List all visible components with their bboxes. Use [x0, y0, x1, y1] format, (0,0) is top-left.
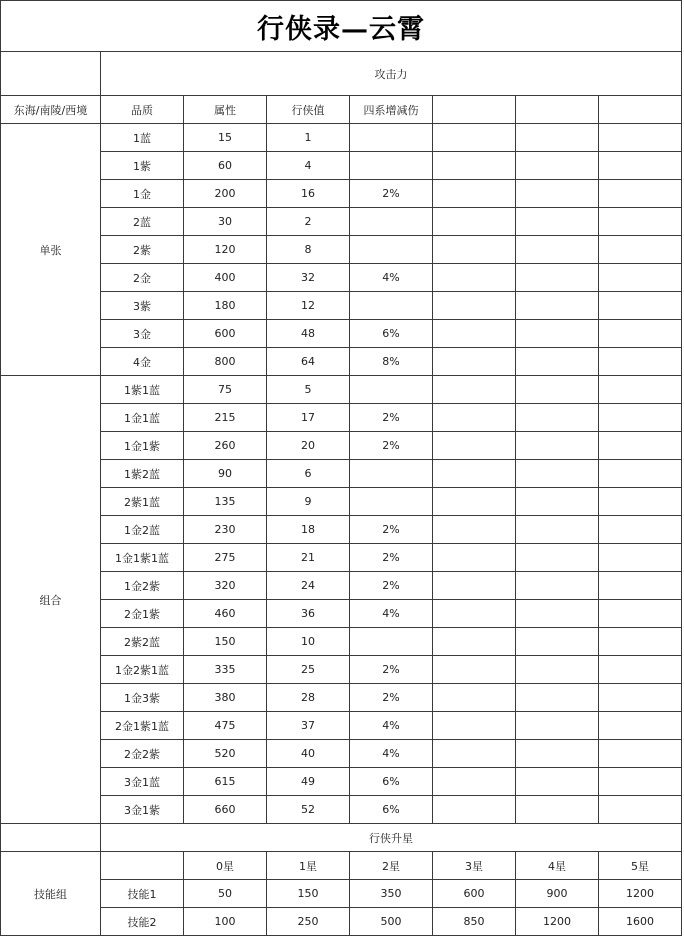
- skill-value[interactable]: 850: [433, 908, 516, 936]
- attr-cell[interactable]: 475: [184, 712, 267, 740]
- dmg-cell[interactable]: [350, 152, 433, 180]
- dmg-cell[interactable]: [350, 488, 433, 516]
- dmg-cell[interactable]: 4%: [350, 264, 433, 292]
- attr-cell[interactable]: 380: [184, 684, 267, 712]
- table-row: [1, 516, 682, 544]
- empty-cell[interactable]: [516, 208, 599, 236]
- quality-cell[interactable]: 4金: [101, 348, 184, 376]
- value-cell[interactable]: 49: [267, 768, 350, 796]
- page-title[interactable]: 行侠录—云霄: [1, 1, 682, 52]
- attr-cell[interactable]: 120: [184, 236, 267, 264]
- attr-cell[interactable]: 660: [184, 796, 267, 824]
- col-header-value[interactable]: 行侠值: [267, 96, 350, 124]
- attr-cell[interactable]: 275: [184, 544, 267, 572]
- empty-cell[interactable]: [433, 544, 516, 572]
- value-cell[interactable]: 4: [267, 152, 350, 180]
- combo-group-label[interactable]: 组合: [1, 376, 101, 824]
- quality-cell[interactable]: 1金: [101, 180, 184, 208]
- quality-cell[interactable]: 1金1紫1蓝: [101, 544, 184, 572]
- quality-cell[interactable]: 1金1紫: [101, 432, 184, 460]
- quality-cell[interactable]: 1金2紫1蓝: [101, 656, 184, 684]
- quality-cell[interactable]: 2金2紫: [101, 740, 184, 768]
- table-row: [1, 52, 682, 96]
- table-row: [1, 600, 682, 628]
- quality-cell[interactable]: 3紫: [101, 292, 184, 320]
- attr-cell[interactable]: 615: [184, 768, 267, 796]
- empty-cell[interactable]: [599, 152, 682, 180]
- single-group-label[interactable]: 单张: [1, 124, 101, 376]
- value-cell[interactable]: 40: [267, 740, 350, 768]
- quality-cell[interactable]: 1紫2蓝: [101, 460, 184, 488]
- quality-cell[interactable]: 2紫2蓝: [101, 628, 184, 656]
- star-section-header[interactable]: 行侠升星: [101, 824, 682, 852]
- empty-cell[interactable]: [516, 152, 599, 180]
- skill-value[interactable]: 1200: [516, 908, 599, 936]
- empty-cell[interactable]: [599, 544, 682, 572]
- value-cell[interactable]: 2: [267, 208, 350, 236]
- quality-cell[interactable]: 3金1蓝: [101, 768, 184, 796]
- quality-cell[interactable]: 1紫: [101, 152, 184, 180]
- table-row: [1, 96, 682, 124]
- empty-cell[interactable]: [599, 404, 682, 432]
- empty-cell[interactable]: [516, 628, 599, 656]
- dmg-cell[interactable]: 4%: [350, 740, 433, 768]
- table-row: [1, 628, 682, 656]
- skill-value[interactable]: 1200: [599, 880, 682, 908]
- empty-cell[interactable]: [599, 600, 682, 628]
- empty-cell[interactable]: [516, 320, 599, 348]
- attr-cell[interactable]: 400: [184, 264, 267, 292]
- empty-cell[interactable]: [433, 488, 516, 516]
- attr-cell[interactable]: 800: [184, 348, 267, 376]
- attr-cell[interactable]: 335: [184, 656, 267, 684]
- quality-cell[interactable]: 1金1蓝: [101, 404, 184, 432]
- attr-cell[interactable]: 230: [184, 516, 267, 544]
- dmg-cell[interactable]: 2%: [350, 404, 433, 432]
- value-cell[interactable]: 52: [267, 796, 350, 824]
- value-cell[interactable]: 10: [267, 628, 350, 656]
- empty-cell[interactable]: [433, 796, 516, 824]
- value-cell[interactable]: 20: [267, 432, 350, 460]
- table-row: [1, 460, 682, 488]
- empty-cell[interactable]: [599, 376, 682, 404]
- table-row: [1, 236, 682, 264]
- empty-cell[interactable]: [599, 488, 682, 516]
- attr-cell[interactable]: 520: [184, 740, 267, 768]
- table-row: [1, 180, 682, 208]
- dmg-cell[interactable]: 6%: [350, 320, 433, 348]
- skill-value[interactable]: 350: [350, 880, 433, 908]
- empty-cell[interactable]: [516, 236, 599, 264]
- star-header[interactable]: 1星: [267, 852, 350, 880]
- attr-cell[interactable]: 460: [184, 600, 267, 628]
- empty-cell[interactable]: [433, 600, 516, 628]
- value-cell[interactable]: 28: [267, 684, 350, 712]
- table-row: [1, 852, 682, 880]
- empty-cell[interactable]: [516, 516, 599, 544]
- empty-cell[interactable]: [433, 768, 516, 796]
- value-cell[interactable]: 5: [267, 376, 350, 404]
- attack-header[interactable]: 攻击力: [101, 52, 682, 96]
- dmg-cell[interactable]: 2%: [350, 544, 433, 572]
- empty-cell[interactable]: [599, 320, 682, 348]
- table-row: [1, 768, 682, 796]
- table-row: [1, 572, 682, 600]
- empty-cell[interactable]: [599, 712, 682, 740]
- dmg-cell[interactable]: 6%: [350, 768, 433, 796]
- table-row: [1, 740, 682, 768]
- table-row: [1, 432, 682, 460]
- table-row: [1, 320, 682, 348]
- quality-cell[interactable]: 2蓝: [101, 208, 184, 236]
- skill-value[interactable]: 50: [184, 880, 267, 908]
- value-cell[interactable]: 12: [267, 292, 350, 320]
- quality-cell[interactable]: 2金1紫1蓝: [101, 712, 184, 740]
- table-row: [1, 208, 682, 236]
- empty-cell[interactable]: [599, 516, 682, 544]
- attr-cell[interactable]: 30: [184, 208, 267, 236]
- table-row: [1, 824, 682, 852]
- value-cell[interactable]: 18: [267, 516, 350, 544]
- quality-cell[interactable]: 1蓝: [101, 124, 184, 152]
- dmg-cell[interactable]: 2%: [350, 572, 433, 600]
- empty-cell[interactable]: [516, 348, 599, 376]
- value-cell[interactable]: 24: [267, 572, 350, 600]
- empty-cell[interactable]: [516, 600, 599, 628]
- table-row: [1, 376, 682, 404]
- dmg-cell[interactable]: 2%: [350, 432, 433, 460]
- empty-cell[interactable]: [433, 96, 516, 124]
- table-row: [1, 1, 682, 52]
- table-row: [1, 348, 682, 376]
- empty-cell[interactable]: [433, 208, 516, 236]
- value-cell[interactable]: 8: [267, 236, 350, 264]
- empty-cell[interactable]: [599, 684, 682, 712]
- empty-cell[interactable]: [433, 292, 516, 320]
- skill-value[interactable]: 150: [267, 880, 350, 908]
- empty-cell[interactable]: [1, 52, 101, 96]
- skill-value[interactable]: 900: [516, 880, 599, 908]
- table-row: [1, 908, 682, 936]
- empty-cell[interactable]: [516, 544, 599, 572]
- table-row: [1, 712, 682, 740]
- empty-cell[interactable]: [433, 404, 516, 432]
- star-header[interactable]: 5星: [599, 852, 682, 880]
- empty-cell[interactable]: [516, 796, 599, 824]
- dmg-cell[interactable]: [350, 124, 433, 152]
- empty-cell[interactable]: [516, 124, 599, 152]
- value-cell[interactable]: 21: [267, 544, 350, 572]
- empty-cell[interactable]: [433, 460, 516, 488]
- empty-cell[interactable]: [516, 96, 599, 124]
- dmg-cell[interactable]: [350, 628, 433, 656]
- empty-cell[interactable]: [433, 628, 516, 656]
- empty-cell[interactable]: [433, 320, 516, 348]
- table-row: [1, 656, 682, 684]
- quality-cell[interactable]: 3金: [101, 320, 184, 348]
- skill-group-label[interactable]: 技能组: [1, 852, 101, 936]
- table-row: [1, 796, 682, 824]
- empty-cell[interactable]: [101, 852, 184, 880]
- empty-cell[interactable]: [516, 180, 599, 208]
- dmg-cell[interactable]: 6%: [350, 796, 433, 824]
- dmg-cell[interactable]: [350, 376, 433, 404]
- empty-cell[interactable]: [516, 768, 599, 796]
- table-row: [1, 684, 682, 712]
- empty-cell[interactable]: [599, 768, 682, 796]
- attr-cell[interactable]: 150: [184, 628, 267, 656]
- quality-cell[interactable]: 2金1紫: [101, 600, 184, 628]
- empty-cell[interactable]: [516, 404, 599, 432]
- value-cell[interactable]: 17: [267, 404, 350, 432]
- skill-value[interactable]: 100: [184, 908, 267, 936]
- empty-cell[interactable]: [599, 348, 682, 376]
- empty-cell[interactable]: [516, 684, 599, 712]
- table-row: [1, 264, 682, 292]
- quality-cell[interactable]: 1金3紫: [101, 684, 184, 712]
- value-cell[interactable]: 1: [267, 124, 350, 152]
- skill-value[interactable]: 1600: [599, 908, 682, 936]
- attr-cell[interactable]: 600: [184, 320, 267, 348]
- value-cell[interactable]: 37: [267, 712, 350, 740]
- dmg-cell[interactable]: 2%: [350, 516, 433, 544]
- col-header-region[interactable]: 东海/南陵/西境: [1, 96, 101, 124]
- table-row: [1, 544, 682, 572]
- dmg-cell[interactable]: [350, 460, 433, 488]
- dmg-cell[interactable]: 2%: [350, 180, 433, 208]
- attr-cell[interactable]: 215: [184, 404, 267, 432]
- empty-cell[interactable]: [433, 348, 516, 376]
- skill-name[interactable]: 技能1: [101, 880, 184, 908]
- dmg-cell[interactable]: 2%: [350, 684, 433, 712]
- table-row: [1, 488, 682, 516]
- table-row: [1, 880, 682, 908]
- value-cell[interactable]: 64: [267, 348, 350, 376]
- empty-cell[interactable]: [433, 684, 516, 712]
- empty-cell[interactable]: [433, 516, 516, 544]
- empty-cell[interactable]: [516, 740, 599, 768]
- attr-cell[interactable]: 320: [184, 572, 267, 600]
- quality-cell[interactable]: 3金1紫: [101, 796, 184, 824]
- col-header-quality[interactable]: 品质: [101, 96, 184, 124]
- empty-cell[interactable]: [599, 796, 682, 824]
- empty-cell[interactable]: [599, 292, 682, 320]
- empty-cell[interactable]: [433, 656, 516, 684]
- table-row: [1, 404, 682, 432]
- table-row: [1, 124, 682, 152]
- attr-cell[interactable]: 180: [184, 292, 267, 320]
- empty-cell[interactable]: [599, 460, 682, 488]
- empty-cell[interactable]: [599, 740, 682, 768]
- skill-value[interactable]: 600: [433, 880, 516, 908]
- value-cell[interactable]: 48: [267, 320, 350, 348]
- empty-cell[interactable]: [433, 124, 516, 152]
- quality-cell[interactable]: 2金: [101, 264, 184, 292]
- empty-cell[interactable]: [516, 460, 599, 488]
- value-cell[interactable]: 25: [267, 656, 350, 684]
- empty-cell[interactable]: [599, 180, 682, 208]
- attr-cell[interactable]: 90: [184, 460, 267, 488]
- empty-cell[interactable]: [433, 152, 516, 180]
- empty-cell[interactable]: [599, 208, 682, 236]
- star-header[interactable]: 4星: [516, 852, 599, 880]
- empty-cell[interactable]: [599, 656, 682, 684]
- star-header[interactable]: 3星: [433, 852, 516, 880]
- empty-cell[interactable]: [433, 432, 516, 460]
- attr-cell[interactable]: 135: [184, 488, 267, 516]
- attr-cell[interactable]: 60: [184, 152, 267, 180]
- skill-value[interactable]: 250: [267, 908, 350, 936]
- empty-cell[interactable]: [599, 432, 682, 460]
- attr-cell[interactable]: 75: [184, 376, 267, 404]
- empty-cell[interactable]: [433, 740, 516, 768]
- empty-cell[interactable]: [433, 236, 516, 264]
- empty-cell[interactable]: [516, 572, 599, 600]
- empty-cell[interactable]: [516, 376, 599, 404]
- value-cell[interactable]: 6: [267, 460, 350, 488]
- table-row: [1, 152, 682, 180]
- empty-cell[interactable]: [516, 488, 599, 516]
- quality-cell[interactable]: 1金2紫: [101, 572, 184, 600]
- value-cell[interactable]: 9: [267, 488, 350, 516]
- empty-cell[interactable]: [433, 712, 516, 740]
- skill-value[interactable]: 500: [350, 908, 433, 936]
- dmg-cell[interactable]: [350, 236, 433, 264]
- table-row: [1, 292, 682, 320]
- value-cell[interactable]: 32: [267, 264, 350, 292]
- attr-cell[interactable]: 200: [184, 180, 267, 208]
- empty-cell[interactable]: [516, 292, 599, 320]
- empty-cell[interactable]: [599, 124, 682, 152]
- quality-cell[interactable]: 1紫1蓝: [101, 376, 184, 404]
- dmg-cell[interactable]: 8%: [350, 348, 433, 376]
- empty-cell[interactable]: [516, 264, 599, 292]
- skill-name[interactable]: 技能2: [101, 908, 184, 936]
- dmg-cell[interactable]: [350, 292, 433, 320]
- empty-cell[interactable]: [433, 572, 516, 600]
- empty-cell[interactable]: [433, 180, 516, 208]
- empty-cell[interactable]: [599, 572, 682, 600]
- dmg-cell[interactable]: 4%: [350, 712, 433, 740]
- empty-cell[interactable]: [599, 628, 682, 656]
- quality-cell[interactable]: 2紫: [101, 236, 184, 264]
- empty-cell[interactable]: [433, 264, 516, 292]
- empty-cell[interactable]: [599, 264, 682, 292]
- attr-cell[interactable]: 15: [184, 124, 267, 152]
- star-header[interactable]: 2星: [350, 852, 433, 880]
- quality-cell[interactable]: 2紫1蓝: [101, 488, 184, 516]
- dmg-cell[interactable]: 4%: [350, 600, 433, 628]
- dmg-cell[interactable]: [350, 208, 433, 236]
- dmg-cell[interactable]: 2%: [350, 656, 433, 684]
- empty-cell[interactable]: [516, 656, 599, 684]
- col-header-dmg[interactable]: 四系增减伤: [350, 96, 433, 124]
- value-cell[interactable]: 16: [267, 180, 350, 208]
- attr-cell[interactable]: 260: [184, 432, 267, 460]
- empty-cell[interactable]: [599, 96, 682, 124]
- empty-cell[interactable]: [433, 376, 516, 404]
- empty-cell[interactable]: [516, 712, 599, 740]
- quality-cell[interactable]: 1金2蓝: [101, 516, 184, 544]
- empty-cell[interactable]: [516, 432, 599, 460]
- value-cell[interactable]: 36: [267, 600, 350, 628]
- empty-cell[interactable]: [1, 824, 101, 852]
- empty-cell[interactable]: [599, 236, 682, 264]
- star-header[interactable]: 0星: [184, 852, 267, 880]
- col-header-attr[interactable]: 属性: [184, 96, 267, 124]
